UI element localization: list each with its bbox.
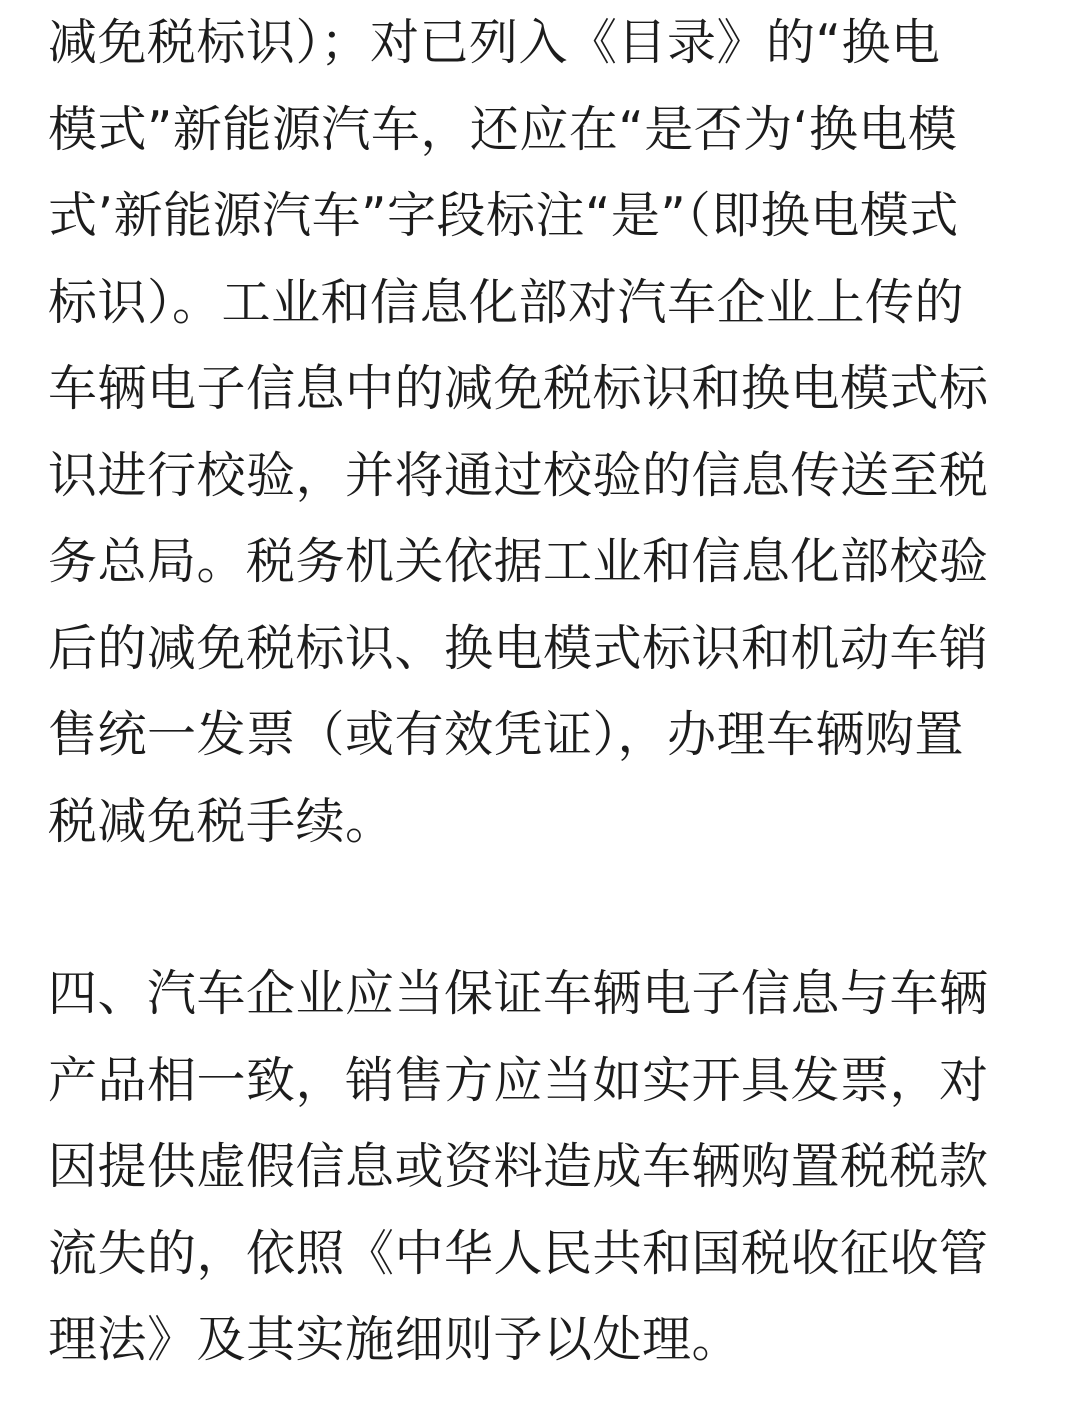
text-line: 售统一发票（或有效凭证），办理车辆购置 (48, 706, 965, 763)
text-line: 务总局。税务机关依据工业和信息化部校验 (48, 533, 989, 590)
text-line: 减免税标识）；对已列入《目录》的“换电 (48, 14, 941, 71)
text-line: 车辆电子信息中的减免税标识和换电模式标 (48, 360, 989, 417)
text-line: 四、汽车企业应当保证车辆电子信息与车辆 (48, 965, 989, 1022)
text-line: 标识）。工业和信息化部对汽车企业上传的 (48, 273, 965, 331)
text-line: 后的减免税标识、换电模式标识和机动车销 (48, 619, 989, 677)
text-line: 流失的，依照《中华人民共和国税收征收管 (48, 1224, 989, 1282)
text-line: 理法》及其实施细则予以处理。 (48, 1311, 742, 1368)
text-line: 识进行校验，并将通过校验的信息传送至税 (48, 446, 989, 504)
text-line: 式’新能源汽车”字段标注“是”（即换电模式 (48, 187, 959, 244)
paragraph-section-four (48, 951, 1038, 1384)
text-line: 产品相一致，销售方应当如实开具发票，对 (48, 1051, 989, 1109)
article-body (48, 0, 1038, 1384)
text-line: 因提供虚假信息或资料造成车辆购置税税款 (48, 1138, 989, 1195)
text-line: 模式”新能源汽车，还应在“是否为‘换电模 (48, 100, 958, 158)
paragraph-continuation (48, 0, 1038, 865)
text-line: 税减免税手续。 (48, 792, 395, 850)
